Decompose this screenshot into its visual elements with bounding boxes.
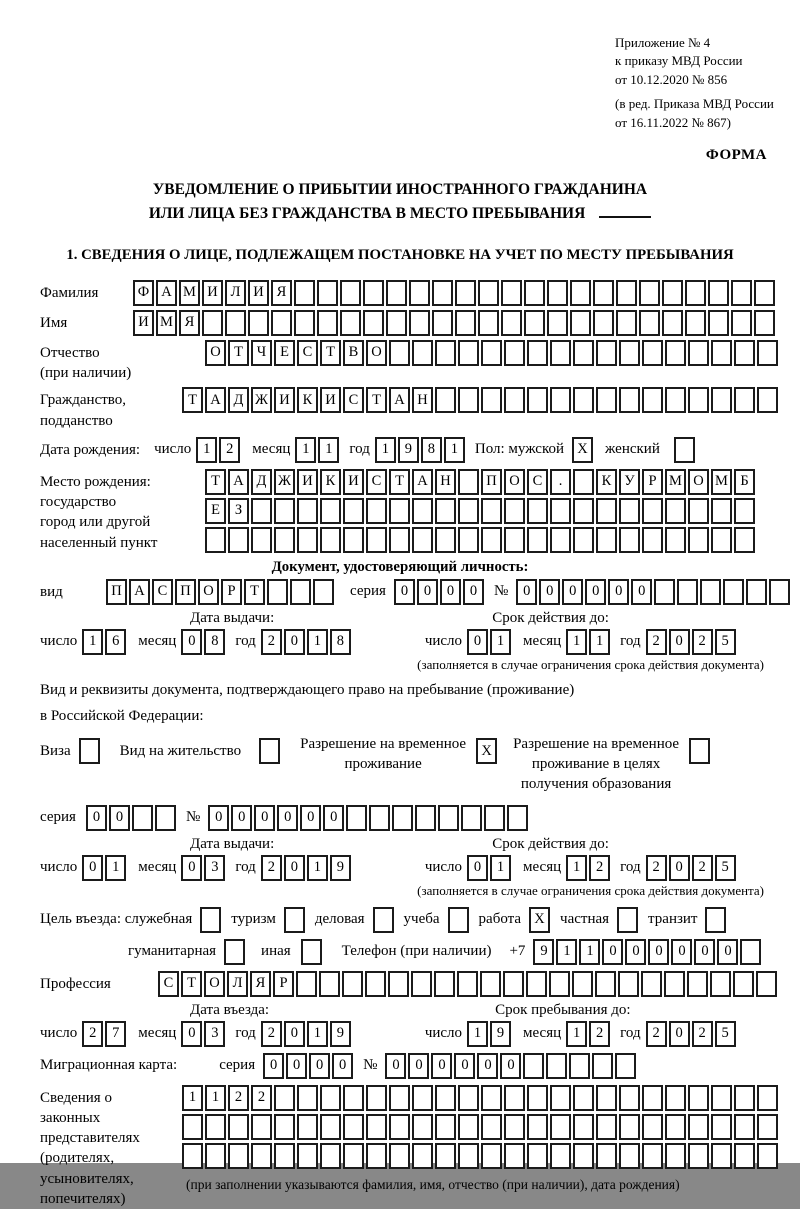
stay-month-cells[interactable]: 1 2 [566, 1021, 612, 1047]
doc-issue-month-cells[interactable]: 0 8 [181, 629, 227, 655]
phone-cells[interactable]: 9 1 1 0 0 0 0 0 0 [533, 939, 763, 965]
patronymic-label-line2: (при наличии) [40, 365, 132, 382]
purpose-work-label: работа [478, 911, 522, 928]
year-label: год [235, 1025, 256, 1042]
sex-female-label: женский [605, 441, 660, 458]
appendix-line: от 10.12.2020 № 856 [615, 71, 728, 87]
birth-place-label-line1: Место рождения: [40, 473, 151, 490]
birth-month-cells[interactable]: 1 1 [295, 437, 341, 463]
doc-number-cells[interactable]: 0 0 0 0 0 0 [516, 579, 792, 605]
form-marker: ФОРМА [705, 147, 767, 164]
migration-number-cells[interactable]: 0 0 0 0 0 0 [385, 1053, 638, 1079]
purpose-tourism-checkbox[interactable] [284, 907, 307, 933]
birth-place-cells-row3[interactable] [205, 527, 757, 553]
migration-series-cells[interactable]: 0 0 0 0 [263, 1053, 355, 1079]
visa-label: Виза [40, 743, 71, 760]
purpose-study-label: учеба [403, 911, 440, 928]
number-label: № [493, 583, 509, 600]
residence-permit-checkbox[interactable] [259, 738, 282, 764]
form-title-line1: УВЕДОМЛЕНИЕ О ПРИБЫТИИ ИНОСТРАННОГО ГРАЖДАНИНА [152, 181, 648, 199]
entry-day-cells[interactable]: 2 7 [82, 1021, 128, 1047]
trp-edu-checkbox[interactable] [689, 738, 712, 764]
representatives-note: (при заполнении указываются фамилия, имя, отчество (при наличии), дата рождения) [186, 1176, 680, 1192]
representatives-cells-row2[interactable] [182, 1114, 780, 1140]
day-label: число [424, 633, 463, 650]
trp-checkbox[interactable]: X [476, 738, 499, 764]
phone-prefix: +7 [509, 943, 526, 960]
year-label: год [235, 859, 256, 876]
purpose-study-checkbox[interactable] [448, 907, 471, 933]
trp-edu-label-line3: получения образования [520, 775, 672, 792]
purpose-other-label: иная [261, 943, 291, 960]
representatives-label-line4: (родителях, [40, 1150, 115, 1167]
stay-day-cells[interactable]: 1 9 [467, 1021, 513, 1047]
doc-issue-year-cells[interactable]: 2 0 1 8 [261, 629, 353, 655]
birth-place-label-line4: населенный пункт [40, 534, 158, 551]
month-label: месяц [138, 859, 177, 876]
representatives-cells-row1[interactable]: 1 1 2 2 [182, 1085, 780, 1111]
series-label: серия [40, 809, 76, 826]
doc-issue-day-cells[interactable]: 1 6 [82, 629, 128, 655]
year-label: год [620, 859, 641, 876]
name-cells[interactable]: И М Я [133, 310, 777, 336]
month-label: месяц [523, 633, 562, 650]
sex-female-checkbox[interactable] [674, 437, 697, 463]
month-label: месяц [523, 859, 562, 876]
doc-type-label: вид [40, 583, 63, 600]
appendix-line: (в ред. Приказа МВД России [615, 96, 774, 112]
day-label: число [424, 859, 463, 876]
profession-cells[interactable]: С Т О Л Я Р [158, 971, 779, 997]
purpose-transit-checkbox[interactable] [705, 907, 728, 933]
residence-until-year-cells[interactable]: 2 0 2 5 [646, 855, 738, 881]
doc-until-year-cells[interactable]: 2 0 2 5 [646, 629, 738, 655]
identity-doc-heading: Документ, удостоверяющий личность: [271, 558, 529, 575]
purpose-private-label: частная [560, 911, 610, 928]
representatives-label-line6: попечителях) [40, 1190, 126, 1207]
birth-place-label [40, 469, 205, 553]
valid-until-label: Срок действия до: [492, 835, 609, 852]
year-label: год [620, 1025, 641, 1042]
profession-label: Профессия [40, 975, 111, 992]
appendix-line: к приказу МВД России [615, 53, 743, 69]
appendix-line: Приложение № 4 [615, 35, 711, 50]
stay-until-label: Срок пребывания до: [495, 1001, 631, 1018]
entry-month-cells[interactable]: 0 3 [181, 1021, 227, 1047]
day-label: число [40, 859, 78, 876]
form-title-line2: ИЛИ ЛИЦА БЕЗ ГРАЖДАНСТВА В МЕСТО ПРЕБЫВАНИЯ [148, 204, 586, 222]
residence-issue-day-cells[interactable]: 0 1 [82, 855, 128, 881]
doc-series-cells[interactable]: 0 0 0 0 [394, 579, 486, 605]
title-underline [599, 203, 651, 218]
number-label: № [185, 809, 201, 826]
surname-cells[interactable]: Ф А М И Л И Я [133, 280, 777, 306]
residence-until-day-cells[interactable]: 0 1 [467, 855, 513, 881]
month-label: месяц [523, 1025, 562, 1042]
series-label: серия [219, 1057, 256, 1074]
patronymic-cells[interactable]: О Т Ч Е С Т В О [205, 340, 780, 366]
residence-permit-label: Вид на жительство [119, 743, 242, 760]
patronymic-label-line1: Отчество [40, 344, 100, 361]
purpose-transit-label: транзит [648, 911, 698, 928]
residence-issue-month-cells[interactable]: 0 3 [181, 855, 227, 881]
sex-male-checkbox[interactable]: X [572, 437, 595, 463]
trp-label-line2: проживание [344, 756, 422, 773]
purpose-official-checkbox[interactable] [200, 907, 223, 933]
purpose-label: Цель въезда: служебная [40, 911, 193, 928]
purpose-work-checkbox[interactable]: X [529, 907, 552, 933]
residence-issue-year-cells[interactable]: 2 0 1 9 [261, 855, 353, 881]
birth-place-cells-row2[interactable]: Е З [205, 498, 757, 524]
purpose-private-checkbox[interactable] [617, 907, 640, 933]
month-label: месяц [252, 441, 291, 458]
purpose-business-label: деловая [314, 911, 365, 928]
name-label: Имя [40, 314, 68, 331]
purpose-tourism-label: туризм [231, 911, 276, 928]
year-label: год [235, 633, 256, 650]
month-label: месяц [138, 633, 177, 650]
citizenship-cells[interactable]: Т А Д Ж И К И С Т А Н [182, 387, 780, 413]
appendix-block [615, 34, 800, 132]
number-label: № [363, 1057, 378, 1074]
representatives-label-line5: усыновителях, [40, 1170, 134, 1187]
phone-label: Телефон (при наличии) [341, 943, 492, 960]
series-label: серия [350, 583, 386, 600]
doc-until-day-cells[interactable]: 0 1 [467, 629, 513, 655]
birth-place-label-line2: государство [40, 494, 117, 511]
day-label: число [424, 1025, 463, 1042]
birth-day-cells[interactable]: 1 2 [196, 437, 242, 463]
residence-doc-line1: Вид и реквизиты документа, подтверждающего право на пребывание (проживание) [40, 681, 575, 698]
birth-date-label: Дата рождения: [40, 441, 141, 458]
patronymic-label [40, 340, 205, 384]
appendix-line: от 16.11.2022 № 867) [615, 114, 732, 130]
issue-date-label: Дата выдачи: [190, 609, 275, 626]
section1-heading: 1. СВЕДЕНИЯ О ЛИЦЕ, ПОДЛЕЖАЩЕМ ПОСТАНОВКЕ НА УЧЕТ ПО МЕСТУ ПРЕБЫВАНИЯ [66, 246, 734, 263]
trp-edu-label-line2: проживание в целях [531, 756, 661, 773]
valid-until-label: Срок действия до: [492, 609, 609, 626]
purpose-humanitarian-label: гуманитарная [128, 943, 217, 960]
residence-doc-line2: в Российской Федерации: [40, 707, 204, 724]
birth-place-label-line3: город или другой [40, 514, 151, 531]
birth-year-cells[interactable]: 1 9 8 1 [375, 437, 467, 463]
validity-note: (заполняется в случае ограничения срока действия документа) [417, 882, 764, 898]
citizenship-label [40, 387, 182, 431]
form-title [0, 178, 800, 225]
year-label: год [349, 441, 370, 458]
migration-card-label: Миграционная карта: [40, 1057, 178, 1074]
birth-place-cells-row1[interactable]: Т А Д Ж И К И С Т А Н П О С . К У Р М О М Б [205, 469, 757, 495]
doc-until-month-cells[interactable]: 1 1 [566, 629, 612, 655]
representatives-label-line2: законных [40, 1109, 101, 1126]
residence-number-cells[interactable]: 0 0 0 0 0 0 [208, 805, 530, 831]
purpose-other-checkbox[interactable] [301, 939, 324, 965]
year-label: год [620, 633, 641, 650]
doc-type-cells[interactable]: П А С П О Р Т [106, 579, 336, 605]
trp-edu-label [513, 735, 679, 794]
representatives-cells-row3[interactable] [182, 1143, 780, 1169]
issue-date-label: Дата выдачи: [190, 835, 275, 852]
representatives-label [40, 1085, 182, 1209]
validity-note: (заполняется в случае ограничения срока действия документа) [417, 656, 764, 672]
day-label: число [40, 633, 78, 650]
representatives-label-line1: Сведения о [40, 1089, 112, 1106]
purpose-business-checkbox[interactable] [373, 907, 396, 933]
trp-label-line1: Разрешение на временное [300, 736, 467, 753]
citizenship-label-line1: Гражданство, [40, 392, 127, 409]
trp-label [300, 735, 466, 775]
stay-year-cells[interactable]: 2 0 2 5 [646, 1021, 738, 1047]
visa-checkbox[interactable] [79, 738, 102, 764]
entry-date-label: Дата въезда: [190, 1001, 270, 1018]
day-label: число [40, 1025, 78, 1042]
citizenship-label-line2: подданство [40, 412, 113, 429]
trp-edu-label-line1: Разрешение на временное [513, 736, 680, 753]
month-label: месяц [138, 1025, 177, 1042]
surname-label: Фамилия [40, 284, 99, 301]
day-label: число [154, 441, 192, 458]
sex-male-label: Пол: мужской [474, 441, 565, 458]
residence-until-month-cells[interactable]: 1 2 [566, 855, 612, 881]
residence-series-cells[interactable]: 0 0 [86, 805, 178, 831]
representatives-label-line3: представителях [40, 1130, 140, 1147]
entry-year-cells[interactable]: 2 0 1 9 [261, 1021, 353, 1047]
purpose-humanitarian-checkbox[interactable] [224, 939, 247, 965]
